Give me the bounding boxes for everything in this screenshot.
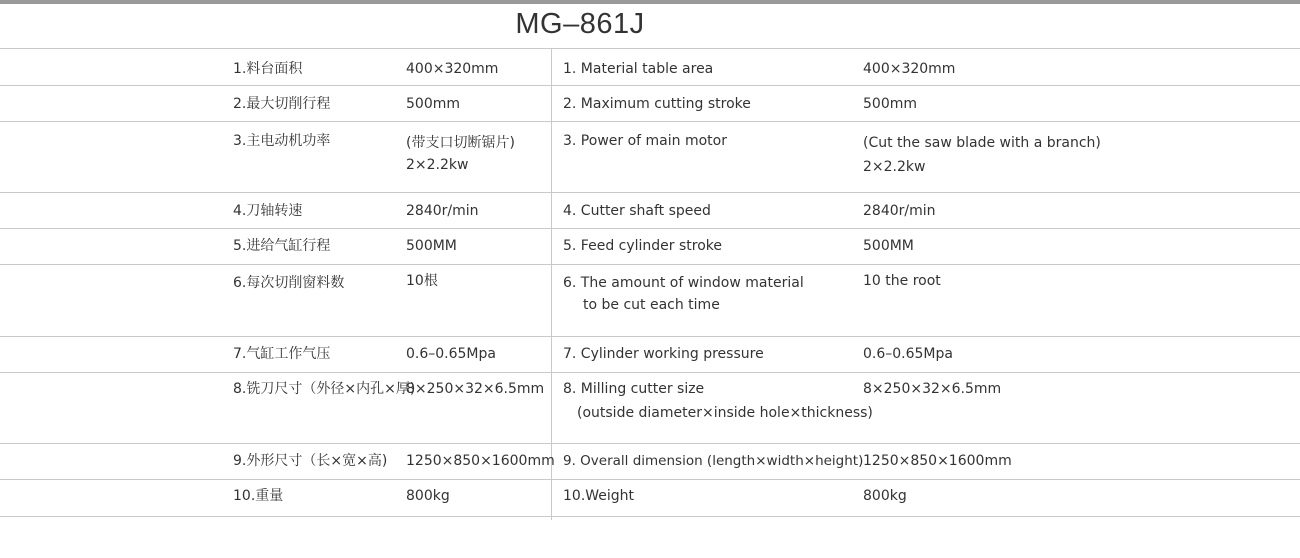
row-divider xyxy=(0,336,1300,337)
en-label: 10.Weight xyxy=(563,488,635,504)
cn-label: 9.外形尺寸（长×宽×高) xyxy=(233,453,388,469)
cn-value: 10根 xyxy=(406,273,438,289)
en-value: 1250×850×1600mm xyxy=(863,453,1012,469)
en-label: 2. Maximum cutting stroke xyxy=(563,96,751,112)
cn-label: 10.重量 xyxy=(233,488,284,504)
en-label: 4. Cutter shaft speed xyxy=(563,203,711,219)
cn-value: 500MM xyxy=(406,238,457,254)
cn-value: 500mm xyxy=(406,96,460,112)
en-label: 7. Cylinder working pressure xyxy=(563,346,764,362)
cn-value: 2840r/min xyxy=(406,203,479,219)
cn-value: (带支口切断锯片) xyxy=(406,135,515,151)
row-divider xyxy=(0,85,1300,86)
cn-label: 3.主电动机功率 xyxy=(233,133,331,149)
cn-value: 400×320mm xyxy=(406,61,499,77)
en-value-line2: 2×2.2kw xyxy=(863,159,926,175)
en-value: 400×320mm xyxy=(863,61,956,77)
cn-label: 4.刀轴转速 xyxy=(233,203,303,219)
row-divider xyxy=(0,479,1300,480)
cn-label: 5.进给气缸行程 xyxy=(233,238,331,254)
cn-label: 8.铣刀尺寸（外径×内孔×厚) xyxy=(233,381,416,397)
row-divider xyxy=(0,228,1300,229)
row-divider xyxy=(0,443,1300,444)
en-label: 8. Milling cutter size xyxy=(563,381,705,397)
row-divider xyxy=(0,192,1300,193)
top-divider xyxy=(0,0,1300,4)
en-label: 9. Overall dimension (length×width×height) xyxy=(563,453,864,469)
en-value: 2840r/min xyxy=(863,203,936,219)
en-label: 1. Material table area xyxy=(563,61,714,77)
en-value: 800kg xyxy=(863,488,907,504)
cn-label: 2.最大切削行程 xyxy=(233,96,331,112)
en-label-line2: to be cut each time xyxy=(583,297,720,313)
en-label: 6. The amount of window material xyxy=(563,275,804,291)
row-divider xyxy=(0,264,1300,265)
cn-label: 1.料台面积 xyxy=(233,61,303,77)
cn-value: 800kg xyxy=(406,488,450,504)
en-label: 3. Power of main motor xyxy=(563,133,727,149)
en-value: (Cut the saw blade with a branch) xyxy=(863,135,1101,151)
en-value: 8×250×32×6.5mm xyxy=(863,381,1002,397)
cn-value: 8×250×32×6.5mm xyxy=(406,381,545,397)
en-label-line2: (outside diameter×inside hole×thickness) xyxy=(577,405,873,421)
row-divider xyxy=(0,121,1300,122)
en-value: 500mm xyxy=(863,96,917,112)
en-value: 500MM xyxy=(863,238,914,254)
cn-value: 1250×850×1600mm xyxy=(406,453,555,469)
en-value: 10 the root xyxy=(863,273,941,289)
row-divider xyxy=(0,48,1300,49)
cn-label: 7.气缸工作气压 xyxy=(233,346,331,362)
en-label: 5. Feed cylinder stroke xyxy=(563,238,723,254)
cn-value-line2: 2×2.2kw xyxy=(406,157,469,173)
row-divider xyxy=(0,372,1300,373)
page-title: MG–861J xyxy=(515,8,645,40)
row-divider xyxy=(0,516,1300,517)
en-value: 0.6–0.65Mpa xyxy=(863,346,953,362)
cn-value: 0.6–0.65Mpa xyxy=(406,346,496,362)
cn-label: 6.每次切削窗料数 xyxy=(233,275,345,291)
